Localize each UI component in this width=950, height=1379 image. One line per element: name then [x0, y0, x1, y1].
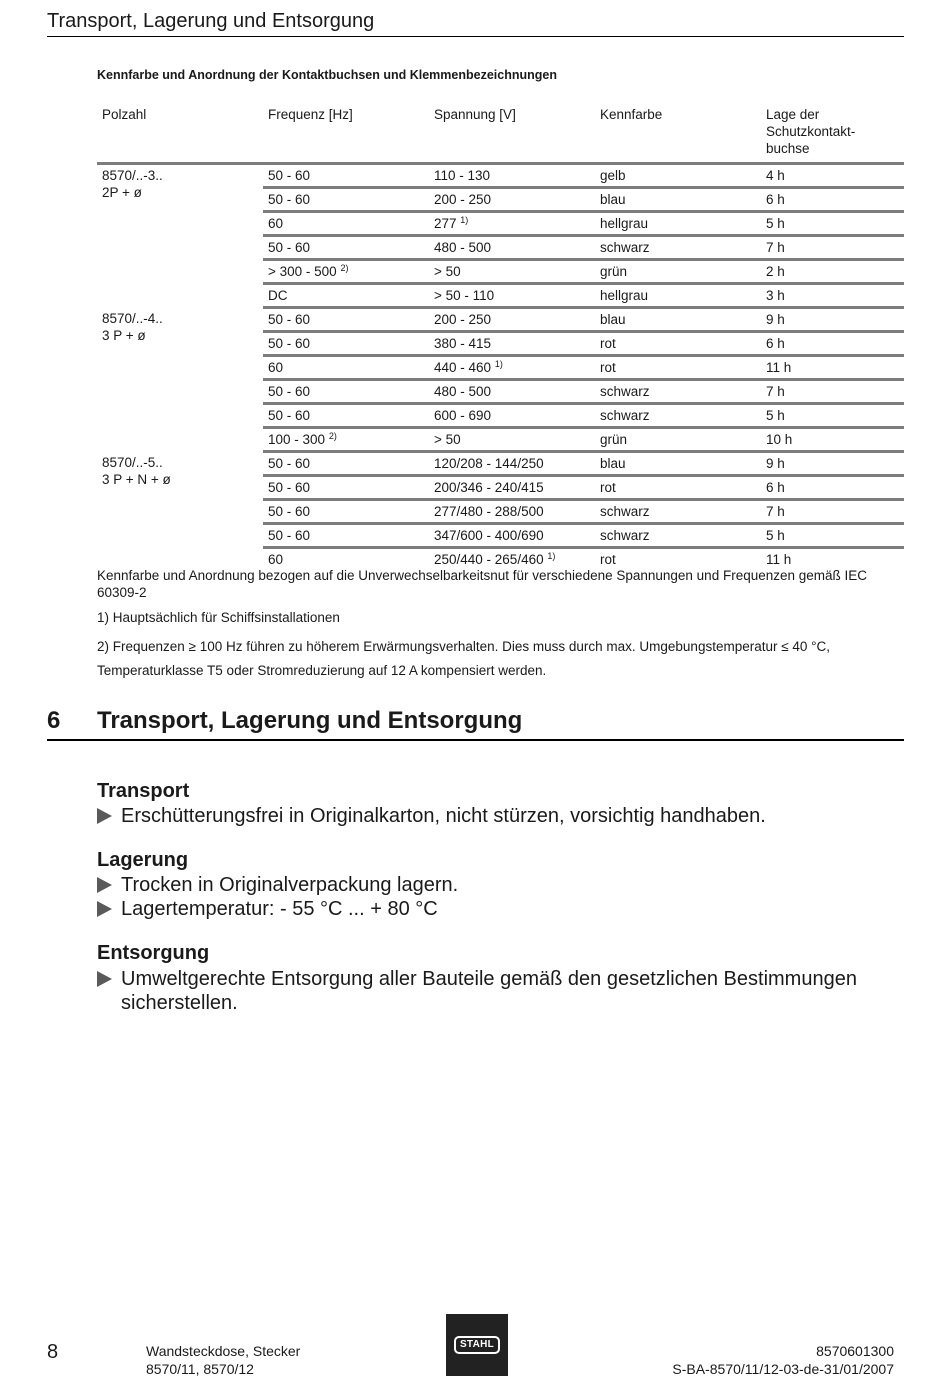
voltage-cell	[429, 428, 595, 452]
voltage-cell-text: 380 - 415	[434, 336, 492, 351]
frequency-cell-text: 50 - 60	[268, 408, 311, 423]
polzahl-cell: 8570/..-3.. 2P + ø	[102, 168, 163, 200]
color-cell-text: schwarz	[600, 528, 650, 543]
frequency-cell-text: 60	[268, 552, 284, 567]
color-cell	[595, 212, 761, 236]
footer-product-line-2: 8570/11, 8570/12	[146, 1361, 254, 1377]
color-cell-text: schwarz	[600, 240, 650, 255]
frequency-cell	[263, 212, 429, 236]
column-header-frequenz: Frequenz [Hz]	[263, 104, 429, 164]
color-cell-text: schwarz	[600, 384, 650, 399]
list-item	[97, 804, 897, 828]
page-number: 8	[47, 1341, 59, 1363]
position-cell-text: 7 h	[766, 504, 785, 519]
color-cell	[595, 308, 761, 332]
voltage-cell-text: 480 - 500	[434, 384, 492, 399]
list-item-text: Lagertemperatur: - 55 °C ... + 80 °C	[121, 898, 438, 920]
entsorgung-heading: Entsorgung	[97, 942, 210, 964]
reference-note: Kennfarbe und Anordnung bezogen auf die Unverwechselbarkeitsnut für verschiedene Spannungen und Frequenzen gemäß IEC 60309-2	[97, 568, 868, 600]
footnote-marker: 1)	[494, 359, 503, 369]
voltage-cell	[429, 404, 595, 428]
color-cell-text: blau	[600, 456, 626, 471]
voltage-cell	[429, 284, 595, 308]
position-cell	[761, 308, 904, 332]
frequency-cell	[263, 308, 429, 332]
color-cell-text: rot	[600, 360, 616, 375]
voltage-cell	[429, 260, 595, 284]
voltage-cell-text: 440 - 460	[434, 360, 492, 375]
footnote-1: 1) Hauptsächlich für Schiffsinstallationen	[97, 610, 340, 625]
position-cell-text: 5 h	[766, 528, 785, 543]
footer-doc-line-2: S-BA-8570/11/12-03-de-31/01/2007	[672, 1361, 894, 1377]
bullet-arrow-icon	[97, 901, 112, 917]
bullet-arrow-icon	[97, 877, 112, 893]
position-cell	[761, 428, 904, 452]
footnote-marker: 1)	[460, 215, 469, 225]
voltage-cell-text: > 50 - 110	[434, 288, 495, 303]
color-cell-text: grün	[600, 264, 628, 279]
frequency-cell	[263, 380, 429, 404]
frequency-cell	[263, 476, 429, 500]
table-row	[97, 308, 904, 332]
position-cell-text: 7 h	[766, 240, 785, 255]
polzahl-cell: 8570/..-5.. 3 P + N + ø	[102, 454, 171, 487]
column-header-spannung: Spannung [V]	[429, 104, 595, 164]
table-title: Kennfarbe und Anordnung der Kontaktbuchsen und Klemmenbezeichnungen	[97, 68, 557, 82]
frequency-cell-text: 50 - 60	[268, 312, 311, 327]
voltage-cell-text: 277/480 - 288/500	[434, 504, 544, 519]
running-header-title: Transport, Lagerung und Entsorgung	[47, 10, 375, 32]
position-cell	[761, 164, 904, 188]
color-cell	[595, 404, 761, 428]
voltage-cell-text: 277	[434, 216, 457, 231]
voltage-cell	[429, 500, 595, 524]
position-cell-text: 6 h	[766, 336, 785, 351]
color-cell	[595, 356, 761, 380]
position-cell-text: 9 h	[766, 456, 785, 471]
position-cell	[761, 380, 904, 404]
position-cell-text: 9 h	[766, 312, 785, 327]
voltage-cell-text: 110 - 130	[434, 168, 491, 183]
position-cell-text: 3 h	[766, 288, 785, 303]
position-cell	[761, 476, 904, 500]
color-cell-text: rot	[600, 552, 616, 567]
position-cell	[761, 332, 904, 356]
color-cell-text: blau	[600, 192, 626, 207]
position-cell	[761, 284, 904, 308]
header-rule	[47, 36, 904, 37]
position-cell	[761, 260, 904, 284]
color-cell-text: hellgrau	[600, 216, 649, 231]
voltage-cell-text: 120/208 - 144/250	[434, 456, 544, 471]
footnote-marker: 2)	[328, 431, 337, 441]
color-cell-text: rot	[600, 480, 616, 495]
color-cell	[595, 428, 761, 452]
frequency-cell-text: 50 - 60	[268, 384, 311, 399]
position-cell	[761, 356, 904, 380]
color-cell-text: hellgrau	[600, 288, 649, 303]
frequency-cell	[263, 524, 429, 548]
position-cell-text: 4 h	[766, 168, 785, 183]
frequency-cell	[263, 260, 429, 284]
table-row	[97, 164, 904, 188]
position-cell	[761, 524, 904, 548]
transport-heading: Transport	[97, 780, 190, 802]
footer-document-id	[672, 1342, 894, 1378]
frequency-cell	[263, 452, 429, 476]
color-cell	[595, 284, 761, 308]
position-cell-text: 10 h	[766, 432, 793, 447]
bullet-arrow-icon	[97, 971, 112, 987]
frequency-cell-text: 100 - 300	[268, 432, 326, 447]
color-cell-text: gelb	[600, 168, 626, 183]
color-cell-text: rot	[600, 336, 616, 351]
footer-product-line-1: Wandsteckdose, Stecker	[146, 1343, 301, 1359]
table-row	[97, 452, 904, 476]
voltage-cell	[429, 236, 595, 260]
position-cell	[761, 188, 904, 212]
voltage-cell-text: > 50	[434, 264, 461, 279]
frequency-cell-text: 50 - 60	[268, 504, 311, 519]
color-cell-text: schwarz	[600, 504, 650, 519]
color-cell	[595, 236, 761, 260]
voltage-cell-text: 200 - 250	[434, 192, 492, 207]
list-item-text: Erschütterungsfrei in Originalkarton, nicht stürzen, vorsichtig handhaben.	[121, 805, 766, 827]
position-cell	[761, 212, 904, 236]
voltage-cell	[429, 212, 595, 236]
frequency-cell-text: 50 - 60	[268, 480, 311, 495]
list-item	[97, 967, 897, 1015]
position-cell	[761, 404, 904, 428]
position-cell-text: 5 h	[766, 408, 785, 423]
color-cell	[595, 524, 761, 548]
frequency-cell-text: > 300 - 500	[268, 264, 337, 279]
frequency-cell-text: 50 - 60	[268, 528, 311, 543]
color-cell	[595, 332, 761, 356]
voltage-cell	[429, 308, 595, 332]
frequency-cell	[263, 164, 429, 188]
stahl-logo	[446, 1314, 508, 1376]
footer-doc-line-1: 8570601300	[816, 1343, 894, 1359]
voltage-cell-text: 200/346 - 240/415	[434, 480, 544, 495]
table-header-row	[97, 104, 904, 164]
footer-product	[146, 1342, 300, 1378]
frequency-cell-text: 50 - 60	[268, 456, 311, 471]
contact-color-table	[97, 104, 904, 570]
frequency-cell	[263, 356, 429, 380]
voltage-cell	[429, 332, 595, 356]
footnote-2-line-2: Temperaturklasse T5 oder Stromreduzierung auf 12 A kompensiert werden.	[97, 663, 547, 678]
color-cell	[595, 260, 761, 284]
voltage-cell-text: 480 - 500	[434, 240, 492, 255]
color-cell	[595, 452, 761, 476]
section-title: Transport, Lagerung und Entsorgung	[97, 707, 523, 734]
lagerung-heading: Lagerung	[97, 849, 189, 871]
footnote-2-line-1: 2) Frequenzen ≥ 100 Hz führen zu höherem Erwärmungsverhalten. Dies muss durch max. Umgebungstemperatur ≤ 40 °C,	[97, 639, 831, 654]
voltage-cell-text: 600 - 690	[434, 408, 492, 423]
position-cell-text: 2 h	[766, 264, 785, 279]
frequency-cell-text: DC	[268, 288, 288, 303]
color-cell	[595, 500, 761, 524]
frequency-cell	[263, 284, 429, 308]
color-cell	[595, 164, 761, 188]
frequency-cell-text: 60	[268, 216, 284, 231]
color-cell-text: blau	[600, 312, 626, 327]
position-cell-text: 5 h	[766, 216, 785, 231]
position-cell-text: 11 h	[766, 552, 792, 567]
section-number: 6	[47, 707, 61, 734]
voltage-cell	[429, 524, 595, 548]
position-cell	[761, 452, 904, 476]
voltage-cell	[429, 452, 595, 476]
color-cell	[595, 380, 761, 404]
position-cell	[761, 500, 904, 524]
voltage-cell	[429, 188, 595, 212]
position-cell-text: 6 h	[766, 480, 785, 495]
voltage-cell	[429, 356, 595, 380]
column-header-lage: Lage der Schutzkontakt- buchse	[761, 104, 904, 164]
position-cell-text: 7 h	[766, 384, 785, 399]
color-cell	[595, 476, 761, 500]
frequency-cell	[263, 236, 429, 260]
color-cell-text: schwarz	[600, 408, 650, 423]
footnote-marker: 2)	[340, 263, 349, 273]
frequency-cell-text: 50 - 60	[268, 336, 311, 351]
section-rule	[47, 739, 904, 741]
list-item-text: Umweltgerechte Entsorgung aller Bauteile gemäß den gesetzlichen Bestimmungen sicherstellen.	[121, 968, 857, 1014]
list-item	[97, 897, 897, 921]
voltage-cell-text: 200 - 250	[434, 312, 492, 327]
frequency-cell-text: 60	[268, 360, 284, 375]
polzahl-cell: 8570/..-4.. 3 P + ø	[102, 310, 163, 343]
column-header-kennfarbe: Kennfarbe	[595, 104, 761, 164]
list-item-text: Trocken in Originalverpackung lagern.	[121, 874, 459, 896]
position-cell-text: 11 h	[766, 360, 792, 375]
frequency-cell	[263, 188, 429, 212]
frequency-cell-text: 50 - 60	[268, 192, 311, 207]
frequency-cell	[263, 428, 429, 452]
color-cell-text: grün	[600, 432, 628, 447]
footnote-marker: 1)	[547, 551, 556, 561]
position-cell	[761, 236, 904, 260]
voltage-cell	[429, 380, 595, 404]
frequency-cell-text: 50 - 60	[268, 168, 311, 183]
voltage-cell	[429, 164, 595, 188]
voltage-cell-text: > 50	[434, 432, 461, 447]
list-item	[97, 873, 897, 897]
voltage-cell-text: 250/440 - 265/460	[434, 552, 544, 567]
bullet-arrow-icon	[97, 808, 112, 824]
frequency-cell	[263, 332, 429, 356]
table-body	[97, 164, 904, 571]
column-header-polzahl: Polzahl	[97, 104, 263, 164]
frequency-cell-text: 50 - 60	[268, 240, 311, 255]
voltage-cell	[429, 476, 595, 500]
voltage-cell-text: 347/600 - 400/690	[434, 528, 544, 543]
frequency-cell	[263, 500, 429, 524]
frequency-cell	[263, 404, 429, 428]
position-cell-text: 6 h	[766, 192, 785, 207]
logo-text: STAHL	[454, 1336, 500, 1354]
color-cell	[595, 188, 761, 212]
